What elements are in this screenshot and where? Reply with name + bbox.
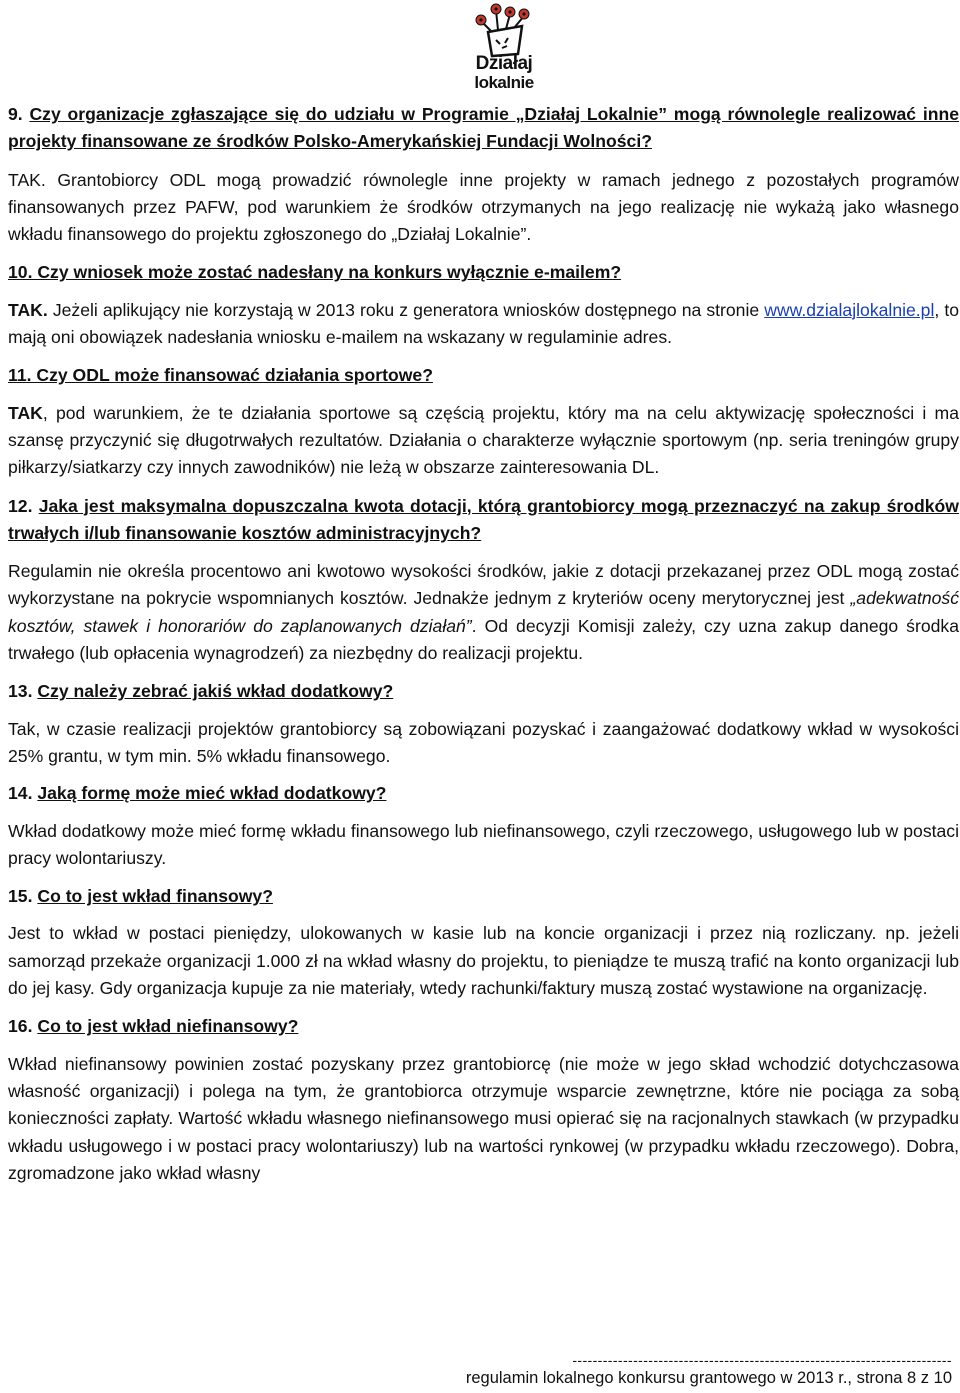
answer-quote: „adekwatność kosztów, stawek i honorariów do zaplanowanych działań”: [8, 588, 959, 636]
question-14-title: Jaką formę może mieć wkład dodatkowy?: [37, 783, 387, 804]
answer-text-a: Jeżeli aplikujący nie korzystają w 2013 roku z generatora wniosków dostępnego na stronie: [47, 299, 765, 320]
question-16-title: Co to jest wkład niefinansowy?: [37, 1016, 299, 1037]
website-link[interactable]: www.dzialajlokalnie.pl: [764, 299, 935, 320]
question-13-number: 13.: [8, 681, 33, 702]
answer-text-b: , to mają oni obowiązek nadesłania wniosku e-mailem na wskazany w regulaminie adres.: [8, 299, 960, 348]
answer-text: . Grantobiorcy ODL mogą prowadzić równolegle inne projekty w ramach jednego z pozostałych programów finansowanych przez PAFW, pod warunkiem że środków otrzymanych na jego realizację nie wykażą jako własnego wkładu finansowego do projektu zgłoszonego do „Działaj Lokalnie”.: [8, 169, 959, 245]
question-10-answer: [8, 297, 959, 352]
question-15-heading: [8, 883, 959, 910]
logo-text-line2: lokalnie: [474, 73, 534, 92]
question-9-answer: [8, 167, 959, 249]
question-9-number: 9.: [8, 104, 23, 124]
question-10-heading: 10. Czy wniosek może zostać nadesłany na konkurs wyłącznie e-mailem?: [8, 262, 622, 283]
question-14-answer: Wkład dodatkowy może mieć formę wkładu finansowego lub niefinansowego, czyli rzeczowego, usługowego lub w postaci pracy wolontariuszy.: [8, 820, 959, 868]
document-body: [8, 101, 959, 1187]
footer-separator: ---------------------------------------------------------------------------: [572, 1353, 952, 1367]
question-12-title: Jaka jest maksymalna dopuszczalna kwota dotacji, którą grantobiorcy mogą przeznaczyć na zakup środków trwałych i/lub finansowanie kosztów administracyjnych?: [8, 495, 959, 543]
answer-text-b: . Od decyzji Komisji zależy, czy uzna zakup danego środka trwałego (lub opłacenia wynagrodzeń) za niezbędny do realizacji projektu.: [8, 615, 959, 664]
question-16-answer: Wkład niefinansowy powinien zostać pozyskany przez grantobiorcę (nie może w jego skład wchodzić dotychczasowa własność organizacji) i polega na tym, że grantobiorca otrzymuje wsparcie zewnętrzne, które nie pociąga za sobą konieczności zapłaty. Wartość wkładu własnego niefinansowego musi opierać się na racjonalnych stawkach (w przypadku wkładu usługowego i w postaci pracy wolontariuszy) lub na wartości rynkowej (w przypadku wkładu rzeczowego). Dobra, zgromadzone jako wkład własny: [8, 1053, 959, 1183]
question-14-number: 14.: [8, 783, 33, 804]
question-15-title: Co to jest wkład finansowy?: [37, 886, 273, 907]
answer-text-a: Regulamin nie określa procentowo ani kwotowo wysokości środków, jakie z dotacji przekazanej przez ODL mogą zostać wykorzystane na pokrycie wspomnianych kosztów. Jednakże jednym z kryteriów oceny merytorycznej jest: [8, 561, 959, 609]
question-13-title: Czy należy zebrać jakiś wkład dodatkowy?: [37, 681, 394, 702]
footer-text: regulamin lokalnego konkursu grantowego w 2013 r., strona 8 z 10: [465, 1369, 952, 1387]
question-15-number: 15.: [8, 886, 33, 907]
answer-text: , pod warunkiem, że te działania sportowe są częścią projektu, który ma na celu aktywizację społeczności i ma szansę przyczynić się długotrwałych rezultatów. Działania o charakterze wyłącznie sportowym (np. seria treningów grupy piłkarzy/siatkarzy czy innych zawodników) nie leżą w obszarze zainteresowania DL.: [8, 402, 959, 478]
question-12-number: 12.: [8, 495, 33, 516]
question-12-heading: [8, 493, 959, 548]
question-16-heading: [8, 1013, 959, 1040]
question-9-title: Czy organizacje zgłaszające się do udziału w Programie „Działaj Lokalnie” mogą równolegle realizować inne projekty finansowane ze środków Polsko-Amerykańskiej Fundacji Wolności?: [8, 104, 959, 152]
answer-lead: TAK.: [8, 299, 48, 320]
logo-text-line1: Działaj: [475, 53, 533, 74]
question-11-heading: 11. Czy ODL może finansować działania sportowe?: [8, 365, 433, 386]
dzialaj-lokalnie-logo: [466, 2, 542, 94]
question-9-heading: [8, 101, 959, 156]
question-11-answer: [8, 400, 959, 482]
question-12-answer: [8, 558, 959, 667]
question-13-heading: [8, 678, 959, 705]
page-footer: [396, 1353, 952, 1389]
question-15-answer: Jest to wkład w postaci pieniędzy, ulokowanych w kasie lub na koncie organizacji i przez nią rozliczany. np. jeżeli samorząd przekaże organizacji 1.000 zł na wkład własny do projektu, to pieniądze te muszą trafić na konto organizacji lub do jej kasy. Gdy organizacja kupuje za nie materiały, wtedy rachunki/faktury muszą zostać wystawione na organizację.: [8, 923, 959, 999]
flower-pot-logo-icon: [466, 2, 542, 58]
question-13-answer: Tak, w czasie realizacji projektów grantobiorcy są zobowiązani pozyskać i zaangażować dodatkowy wkład w wysokości 25% grantu, w tym min. 5% wkładu finansowego.: [8, 718, 959, 766]
question-14-heading: [8, 780, 959, 807]
question-16-number: 16.: [8, 1016, 33, 1037]
answer-lead: TAK: [8, 169, 41, 190]
answer-lead: TAK: [8, 402, 43, 423]
